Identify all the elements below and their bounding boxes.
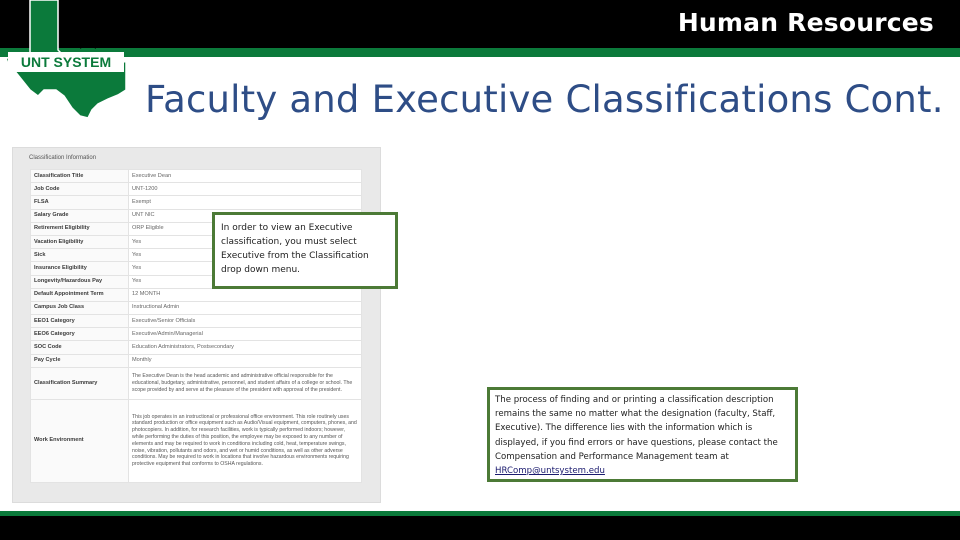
table-row — [31, 196, 362, 209]
row-value: Yes — [129, 262, 362, 275]
row-value: Yes — [129, 235, 362, 248]
row-label: Job Code — [31, 183, 129, 196]
table-row — [31, 328, 362, 341]
row-value: ORP Eligible — [129, 222, 362, 235]
row-value: 12 MONTH — [129, 288, 362, 301]
table-row — [31, 170, 362, 183]
row-label: Classification Title — [31, 170, 129, 183]
row-label: Salary Grade — [31, 209, 129, 222]
row-label: FLSA — [31, 196, 129, 209]
top-green-stripe — [0, 48, 960, 57]
row-value: Education Administrators, Postsecondary — [129, 341, 362, 354]
form-header: Classification Information — [29, 155, 97, 161]
callout-text: In order to view an Executive classification, you must select Executive from the Classification drop down menu. — [221, 223, 369, 275]
table-row — [31, 183, 362, 196]
unt-system-logo — [2, 0, 130, 118]
table-row — [31, 315, 362, 328]
contact-email-link[interactable]: HRComp@untsystem.edu — [495, 466, 605, 477]
row-value: Executive Dean — [129, 170, 362, 183]
row-value: Exempt — [129, 196, 362, 209]
process-info-callout — [487, 387, 798, 482]
row-value: Monthly — [129, 354, 362, 367]
callout-text: The process of finding and or printing a classification description remains the same no matter what the designation (faculty, Staff, Executive). The difference lies with the information which is displayed, if you find errors or have questions, please contact the Compensation and Performance Management team at — [495, 395, 778, 462]
row-value: Executive/Admin/Managerial — [129, 328, 362, 341]
row-label: EEO6 Category — [31, 328, 129, 341]
classification-form-screenshot — [12, 147, 381, 503]
row-label: Pay Cycle — [31, 354, 129, 367]
row-label: Longevity/Hazardous Pay — [31, 275, 129, 288]
row-label: Retirement Eligibility — [31, 222, 129, 235]
row-value: UNT NIC — [129, 209, 362, 222]
row-label: Campus Job Class — [31, 301, 129, 314]
row-label: Insurance Eligibility — [31, 262, 129, 275]
header-title: Human Resources — [677, 8, 934, 37]
row-value: Yes — [129, 249, 362, 262]
row-value: Instructional Admin — [129, 301, 362, 314]
bottom-footer-bar — [0, 516, 960, 540]
row-label: Work Environment — [31, 399, 129, 482]
svg-text:UNT SYSTEM: UNT SYSTEM — [20, 54, 112, 70]
row-value: UNT-1200 — [129, 183, 362, 196]
work-environment-text: This job operates in an instructional or professional office environment. This role routinely uses standard production or office equipment such as Audio/Visual equipment, computers, phones, and photocopiers. In addition, for research facilities, work is typically performed indoors; however, while performing the duties of this position, the employee may be exposed to any number of elements and may be required to work in conditions including cold, heat, temperature swings, noise, vibration, pollutants and odors, and wet or humid conditions, as well as other adverse conditions. May be required to work in locations that involve hazardous environments requiring protective equipment that conforms to OSHA regulations. — [129, 399, 362, 482]
table-row — [31, 354, 362, 367]
table-row — [31, 367, 362, 399]
table-row — [31, 288, 362, 301]
row-label: EEO1 Category — [31, 315, 129, 328]
row-label: Classification Summary — [31, 367, 129, 399]
row-label: Vacation Eligibility — [31, 235, 129, 248]
table-row — [31, 341, 362, 354]
table-row — [31, 301, 362, 314]
row-label: SOC Code — [31, 341, 129, 354]
table-row — [31, 399, 362, 482]
summary-text: The Executive Dean is the head academic and administrative official responsible for the educational, budgetary, administrative, personnel, and student affairs of a college or school. The scope provided by and serve at the pleasure of the president with approval of the president. — [129, 367, 362, 399]
row-value: Yes — [129, 275, 362, 288]
page-title: Faculty and Executive Classifications Cont. — [145, 78, 944, 121]
row-label: Default Appointment Term — [31, 288, 129, 301]
row-value: Executive/Senior Officials — [129, 315, 362, 328]
row-label: Sick — [31, 249, 129, 262]
executive-selection-callout — [212, 212, 398, 289]
